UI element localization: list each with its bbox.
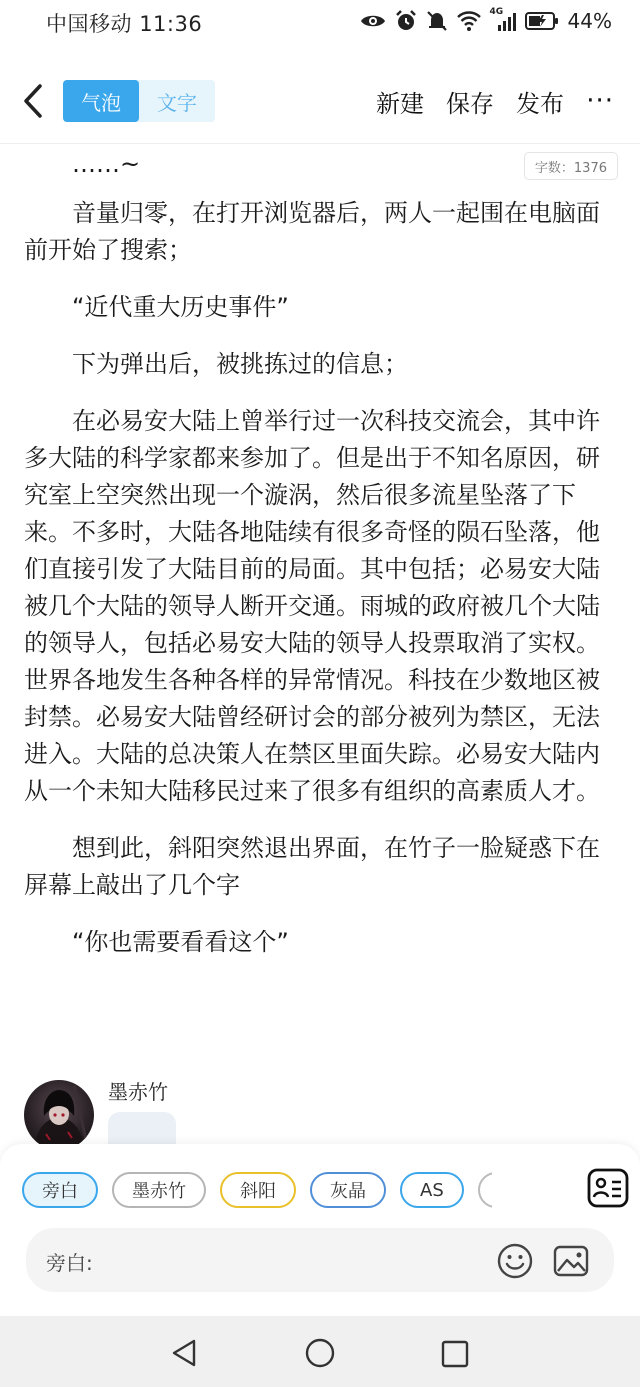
carrier-name: 中国移动 <box>46 12 132 36</box>
battery-icon <box>525 11 559 31</box>
mode-toggle <box>63 80 215 122</box>
nav-back-icon[interactable] <box>170 1338 198 1368</box>
character-chips <box>22 1172 492 1210</box>
word-count-badge: 字数：1376 <box>524 152 618 180</box>
header-actions <box>376 84 564 119</box>
system-navigation-bar <box>0 1316 640 1387</box>
narration-input[interactable] <box>26 1228 614 1292</box>
character-chip-narrator[interactable]: 旁白 <box>22 1172 98 1208</box>
back-icon[interactable] <box>18 82 48 120</box>
character-chip-mochizhu[interactable]: 墨赤竹 <box>112 1172 206 1208</box>
paragraph-ellipsis[interactable]: ……~ <box>72 150 141 178</box>
nav-home-icon[interactable] <box>305 1338 335 1368</box>
battery-percent: 44% <box>567 9 612 33</box>
character-list-icon[interactable] <box>587 1168 629 1208</box>
tab-bubble[interactable]: 气泡 <box>63 80 139 122</box>
paragraph[interactable]: “近代重大历史事件” <box>72 293 289 321</box>
paragraph[interactable]: “你也需要看看这个” <box>72 928 289 956</box>
character-chip-xieyang[interactable]: 斜阳 <box>220 1172 296 1208</box>
paragraph[interactable]: 下为弹出后，被挑拣过的信息； <box>72 350 408 378</box>
nav-recent-icon[interactable] <box>441 1340 469 1368</box>
eye-icon <box>360 12 386 30</box>
avatar[interactable] <box>24 1080 94 1150</box>
tab-text[interactable]: 文字 <box>157 90 197 115</box>
paragraph[interactable]: 音量归零，在打开浏览器后，两人一起围在电脑面前开始了搜索； <box>24 199 600 264</box>
new-button[interactable]: 新建 <box>376 90 424 118</box>
mute-icon <box>426 10 448 32</box>
wifi-icon <box>457 11 481 31</box>
header-divider <box>0 143 640 144</box>
story-content[interactable] <box>24 146 616 981</box>
character-chip-huijing[interactable]: 灰晶 <box>310 1172 386 1208</box>
status-icons <box>360 6 612 36</box>
input-speaker-label: 旁白: <box>46 1251 93 1275</box>
avatar-image <box>24 1080 94 1150</box>
emoji-icon[interactable] <box>496 1242 534 1280</box>
signal-indicator <box>489 7 516 31</box>
status-time: 11:36 <box>139 12 203 36</box>
save-button[interactable]: 保存 <box>446 90 494 118</box>
paragraph[interactable]: 想到此，斜阳突然退出界面，在竹子一脸疑惑下在屏幕上敲出了几个字 <box>24 834 600 899</box>
character-chip-partial[interactable] <box>478 1172 492 1208</box>
publish-button[interactable]: 发布 <box>516 90 564 118</box>
character-chip-as[interactable]: AS <box>400 1172 464 1208</box>
network-type: 4G <box>489 7 504 17</box>
input-panel <box>0 1144 640 1316</box>
editor-header <box>0 70 640 132</box>
more-dots-icon[interactable]: ··· <box>586 86 614 116</box>
image-icon[interactable] <box>552 1242 590 1280</box>
status-left <box>46 8 202 38</box>
paragraph[interactable]: 在必易安大陆上曾举行过一次科技交流会，其中许多大陆的科学家都来参加了。但是出于不知名原因，研究室上空突然出现一个漩涡，然后很多流星坠落了下来。不多时，大陆各地陆续有很多奇怪的陨石坠落，他们直接引发了大陆目前的局面。其中包括；必易安大陆被几个大陆的领导人断开交通。雨城的政府被几个大陆的领导人，包括必易安大陆的领导人投票取消了实权。世界各地发生各种各样的异常情况。科技在少数地区被封禁。必易安大陆曾经研讨会的部分被列为禁区，无法进入。大陆的总决策人在禁区里面失踪。必易安大陆内从一个未知大陆移民过来了很多有组织的高素质人才。 <box>24 407 600 805</box>
status-bar <box>0 0 640 44</box>
alarm-icon <box>395 10 417 32</box>
message-speaker-name: 墨赤竹 <box>108 1080 168 1104</box>
